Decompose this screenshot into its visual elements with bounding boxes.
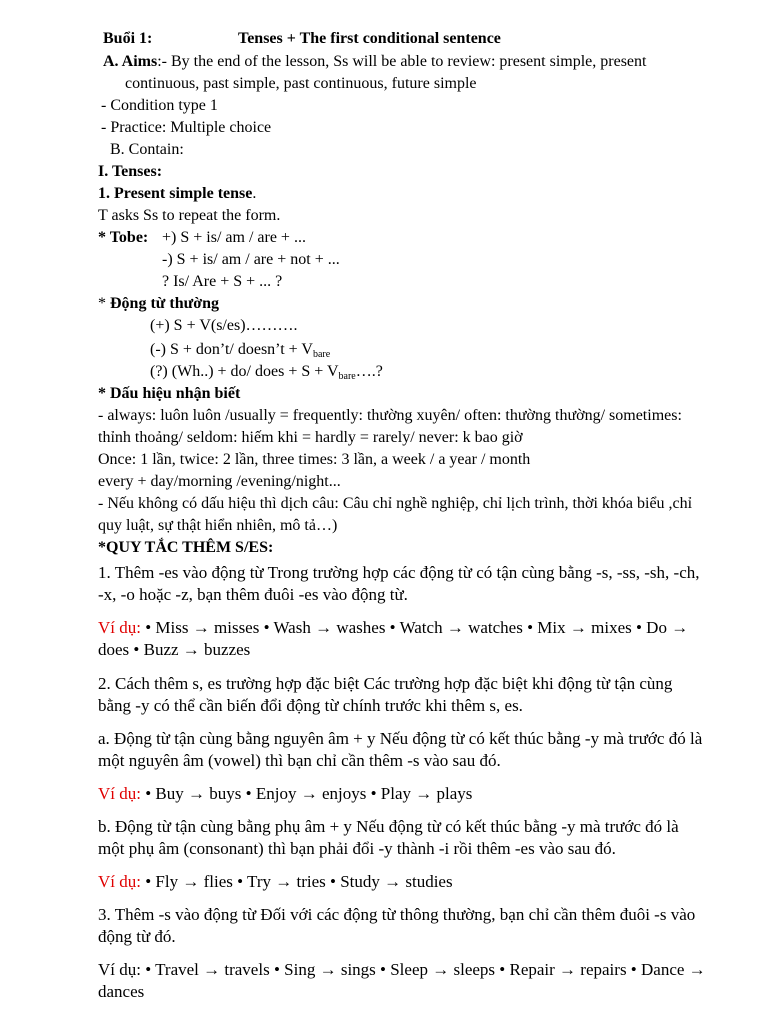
tenses-heading: I. Tenses:	[98, 163, 163, 180]
example-1-line-2: does • Buzz → buzzes	[98, 640, 251, 659]
rule-b-line-2: một phụ âm (consonant) thì bạn phải đổi -y thành -i rồi thêm -es vào sau đó.	[98, 839, 616, 858]
verb-star: *	[98, 295, 110, 312]
verb-positive: (+) S + V(s/es)……….	[150, 317, 298, 334]
rule-b-line-1: b. Động từ tận cùng bằng phụ âm + y Nếu động từ có kết thúc bằng -y mà trước đó là	[98, 817, 679, 836]
verb-question-text: (?) (Wh..) + do/ does + S + V	[150, 363, 339, 380]
rule-2-line-2: bằng -y có thể cần biến đổi động từ chính trước khi thêm s, es.	[98, 696, 523, 715]
example-4-line-2: dances	[98, 982, 145, 1001]
signs-line-5: - Nếu không có dấu hiệu thì dịch câu: Câu chỉ nghề nghiệp, chỉ lịch trình, thời khóa biểu ,chỉ	[98, 495, 693, 512]
example-3	[98, 871, 453, 893]
verb-question	[150, 362, 383, 382]
example-label: Ví dụ:	[98, 784, 141, 803]
tobe-positive: +) S + is/ am / are + ...	[162, 229, 306, 246]
contain-line: B. Contain:	[110, 141, 184, 158]
present-simple-dot: .	[252, 185, 257, 202]
aims-text-cont: continuous, past simple, past continuous, future simple	[125, 75, 477, 92]
verb-negative	[150, 340, 330, 360]
example-4-line-1: Ví dụ: • Travel → travels • Sing → sings • Sleep → sleeps • Repair → repairs • Dance →	[98, 960, 706, 979]
signs-line-6: quy luật, sự thật hiển nhiên, mô tả…)	[98, 517, 338, 534]
tobe-negative: -) S + is/ am / are + not + ...	[162, 251, 340, 268]
tobe-label: * Tobe:	[98, 229, 149, 246]
aims-line	[103, 52, 646, 72]
rule-1-line-1: 1. Thêm -es vào động từ Trong trường hợp các động từ có tận cùng bằng -s, -ss, -sh, -ch,	[98, 563, 700, 582]
rule-a-line-2: một nguyên âm (vowel) thì bạn chỉ cần thêm -s vào sau đó.	[98, 751, 501, 770]
rule-3-line-2: động từ đó.	[98, 927, 176, 946]
verb-label: Động từ thường	[110, 295, 219, 312]
practice-line: - Practice: Multiple choice	[101, 119, 272, 136]
example-label: Ví dụ:	[98, 872, 141, 891]
present-simple-heading	[98, 184, 256, 204]
signs-heading: * Dấu hiệu nhận biết	[98, 385, 241, 402]
verb-heading	[98, 294, 219, 314]
signs-line-3: Once: 1 lần, twice: 2 lần, three times: 3 lần, a week / a year / month	[98, 451, 531, 468]
tobe-question: ? Is/ Are + S + ... ?	[162, 273, 283, 290]
verb-question-sub: bare	[338, 371, 356, 382]
rule-a-line-1: a. Động từ tận cùng bằng nguyên âm + y Nếu động từ có kết thúc bằng -y mà trước đó là	[98, 729, 703, 748]
example-2-text: • Buy → buys • Enjoy → enjoys • Play → plays	[140, 784, 473, 803]
present-simple-title: 1. Present simple tense	[98, 185, 253, 202]
example-3-text: • Fly → flies • Try → tries • Study → studies	[140, 872, 453, 891]
example-1-text: • Miss → misses • Wash → washes • Watch → watches • Mix → mixes • Do →	[140, 618, 689, 637]
page-title: Tenses + The first conditional sentence	[238, 30, 501, 47]
signs-line-4: every + day/morning /evening/night...	[98, 473, 341, 490]
verb-negative-sub: bare	[312, 349, 331, 360]
verb-question-end: ….?	[355, 363, 383, 380]
condition-line: - Condition type 1	[101, 97, 218, 114]
rule-2-line-1: 2. Cách thêm s, es trường hợp đặc biệt Các trường hợp đặc biệt khi động từ tận cùng	[98, 674, 673, 693]
aims-text: :- By the end of the lesson, Ss will be able to review: present simple, present	[157, 53, 647, 70]
rules-heading: *QUY TẮC THÊM S/ES:	[98, 539, 274, 556]
example-2	[98, 783, 472, 805]
example-label: Ví dụ:	[98, 618, 141, 637]
repeat-line: T asks Ss to repeat the form.	[98, 207, 281, 224]
signs-line-2: thỉnh thoảng/ seldom: hiếm khi = hardly = rarely/ never: k bao giờ	[98, 429, 523, 446]
rule-1-line-2: -x, -o hoặc -z, bạn thêm đuôi -es vào động từ.	[98, 585, 408, 604]
signs-line-1: - always: luôn luôn /usually = frequently: thường xuyên/ often: thường thường/ sometimes:	[98, 407, 682, 424]
example-1-line-1	[98, 617, 688, 639]
session-label: Buổi 1:	[103, 30, 153, 47]
rule-3-line-1: 3. Thêm -s vào động từ Đối với các động từ thông thường, bạn chỉ cần thêm đuôi -s vào	[98, 905, 696, 924]
aims-label: A. Aims	[103, 53, 158, 70]
verb-negative-text: (-) S + don’t/ doesn’t + V	[150, 341, 313, 358]
